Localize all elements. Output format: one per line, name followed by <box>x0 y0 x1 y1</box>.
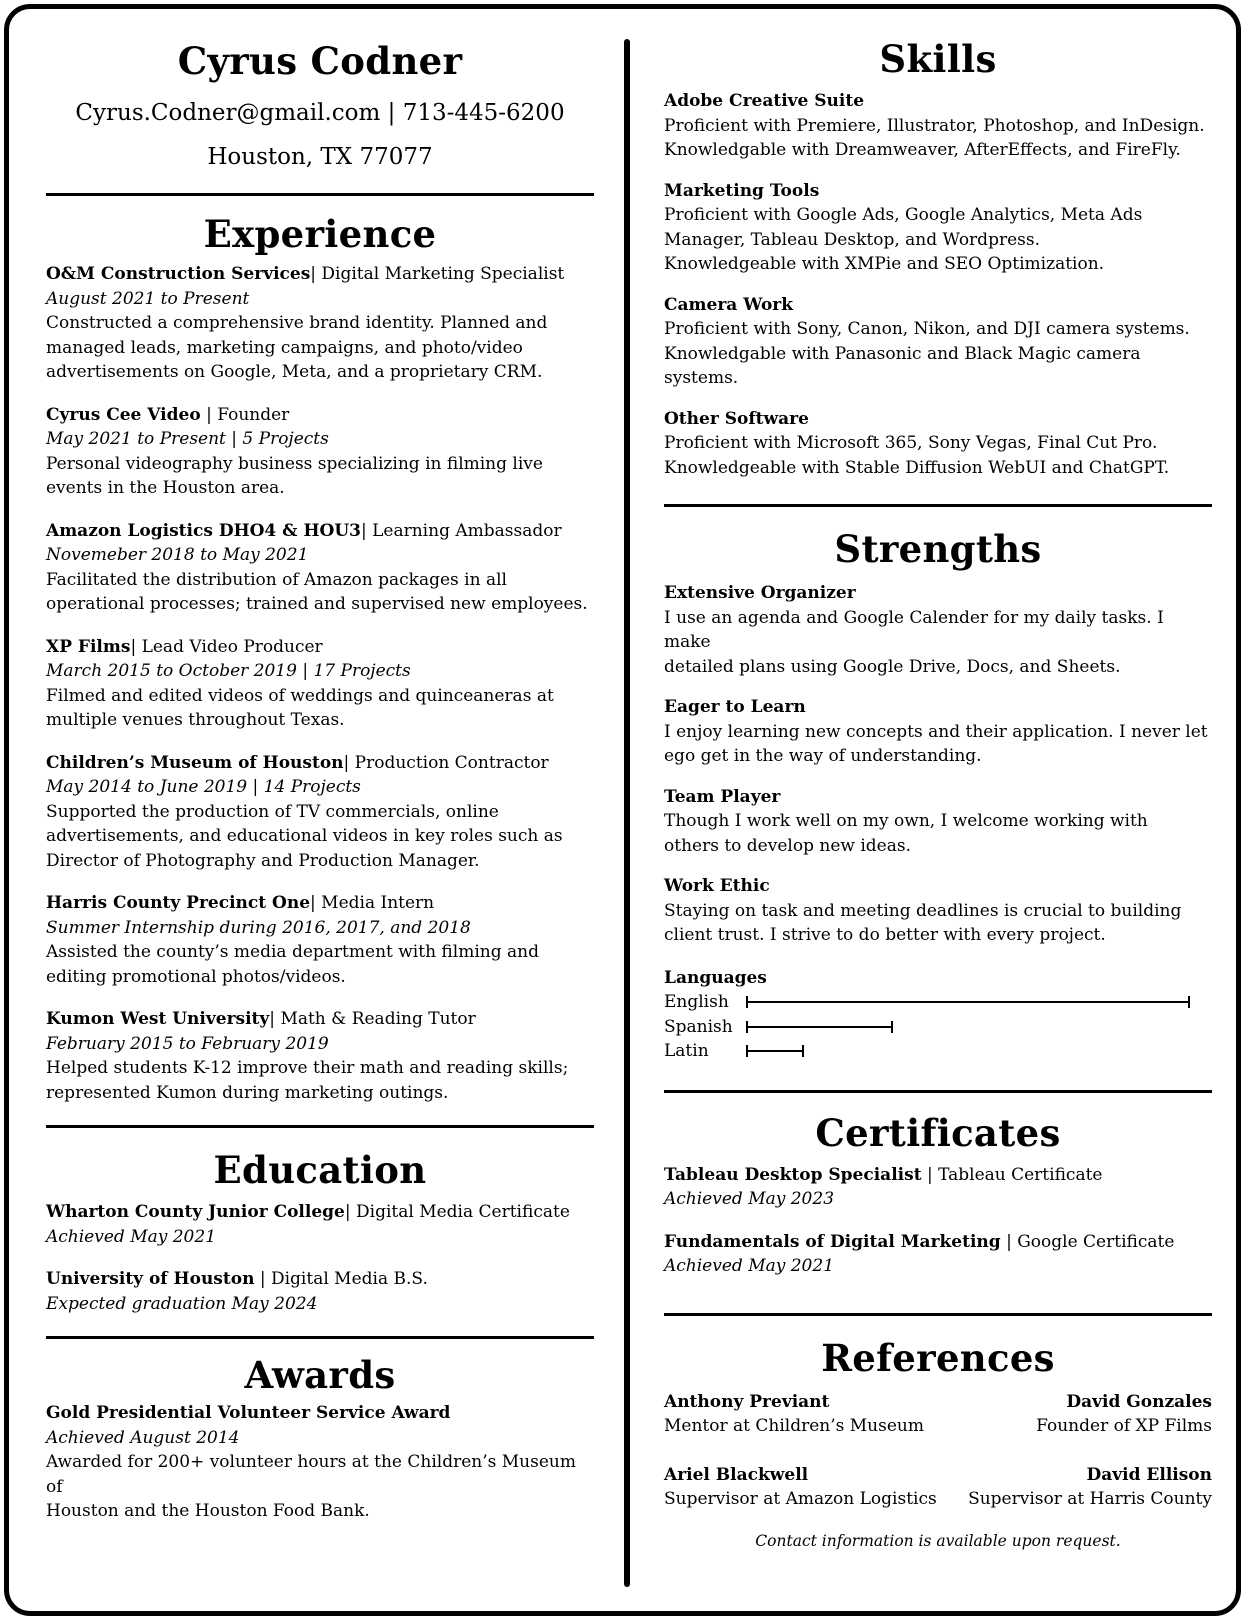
reference-entry <box>938 1390 1212 1439</box>
entry-role: Founder <box>217 404 290 425</box>
skill-description-line: Knowledgable with Panasonic and Black Magic camera systems. <box>664 343 1141 388</box>
strength-title: Eager to Learn <box>664 697 806 717</box>
strength-title: Team Player <box>664 786 781 807</box>
location: Houston, TX 77077 <box>207 144 433 170</box>
entry-heading-line <box>46 891 594 916</box>
reference-name: David Gonzales <box>1066 1391 1212 1412</box>
entry-heading-line <box>46 1267 594 1292</box>
strength-description-line: Though I work well on my own, I welcome working with <box>664 811 1148 831</box>
entry-date: May 2021 to Present | 5 Projects <box>46 429 329 449</box>
entry-description-line: events in the Houston area. <box>46 478 285 498</box>
language-level-track <box>746 1045 1206 1057</box>
entry-description-line: represented Kumon during marketing outings. <box>46 1082 449 1103</box>
entry-organization: XP Films <box>46 636 131 657</box>
entry-separator: | <box>200 404 218 425</box>
entry-degree: Digital Media B.S. <box>270 1269 428 1289</box>
certificate-title: Tableau Desktop Specialist <box>664 1164 922 1185</box>
skill-description-line: Proficient with Microsoft 365, Sony Vegas, Final Cut Pro. <box>664 433 1158 453</box>
certificate-title: Fundamentals of Digital Marketing <box>664 1231 1001 1252</box>
languages-block <box>664 966 1212 1064</box>
certificate-entry <box>664 1230 1212 1279</box>
entry-institution: Wharton County Junior College <box>46 1202 345 1222</box>
entry-description-line: multiple venues throughout Texas. <box>46 710 345 730</box>
skill-description-line: Proficient with Sony, Canon, Nikon, and DJI camera systems. <box>664 319 1190 339</box>
column-divider <box>624 39 630 1587</box>
reference-entry <box>664 1390 938 1439</box>
entry-separator: | <box>343 752 355 773</box>
entry-description-line: Constructed a comprehensive brand identity. Planned and <box>46 313 548 333</box>
section-rule <box>46 1125 594 1128</box>
skill-entry <box>664 89 1212 163</box>
education-entry <box>46 1200 594 1249</box>
entry-institution: University of Houston <box>46 1269 255 1289</box>
contact-line: Cyrus.Codner@gmail.com | 713-445-6200 <box>75 100 565 126</box>
skill-title: Other Software <box>664 408 809 429</box>
language-level-bar <box>746 1050 804 1052</box>
reference-role: Supervisor at Harris County <box>968 1489 1212 1509</box>
experience-entry <box>46 635 594 733</box>
entry-date: March 2015 to October 2019 | 17 Projects <box>46 661 411 681</box>
strength-description-line: I use an agenda and Google Calender for my daily tasks. I make <box>664 607 1164 652</box>
languages-title: Languages <box>664 967 767 988</box>
reference-role: Supervisor at Amazon Logistics <box>664 1489 937 1509</box>
skill-title: Adobe Creative Suite <box>664 91 865 111</box>
award-title: Gold Presidential Volunteer Service Award <box>46 1403 451 1423</box>
entry-date: Achieved May 2021 <box>46 1226 217 1247</box>
entry-separator: | <box>310 893 322 913</box>
reference-role: Founder of XP Films <box>1036 1416 1212 1436</box>
awards-heading: Awards <box>244 1353 396 1397</box>
entry-degree: Digital Media Certificate <box>356 1202 570 1222</box>
entry-description-line: Director of Photography and Production Manager. <box>46 850 480 871</box>
language-row <box>664 990 1212 1015</box>
language-level-track <box>746 996 1206 1008</box>
experience-entry <box>46 1007 594 1105</box>
entry-heading-line <box>664 1230 1212 1255</box>
entry-description-line: editing promotional photos/videos. <box>46 966 346 987</box>
strength-description-line: I enjoy learning new concepts and their application. I never let <box>664 721 1208 742</box>
entry-description-line: operational processes; trained and supervised new employees. <box>46 594 588 614</box>
education-entry <box>46 1267 594 1316</box>
references-list <box>664 1390 1212 1512</box>
entry-organization: Kumon West University <box>46 1009 270 1029</box>
language-name: Spanish <box>664 1016 733 1037</box>
skill-description-line: Proficient with Premiere, Illustrator, Photoshop, and InDesign. <box>664 115 1205 136</box>
experience-entry <box>46 751 594 874</box>
certificate-issuer: Google Certificate <box>1017 1231 1175 1252</box>
strength-entry <box>664 874 1212 948</box>
experience-entry <box>46 891 594 989</box>
entry-separator: | <box>269 1009 281 1029</box>
award-entry <box>46 1401 594 1524</box>
entry-date: Novemeber 2018 to May 2021 <box>46 545 309 565</box>
language-level-bar <box>746 1026 893 1028</box>
reference-entry <box>664 1463 938 1512</box>
strengths-heading: Strengths <box>834 527 1042 571</box>
experience-list <box>46 262 594 1105</box>
reference-role: Mentor at Children’s Museum <box>664 1416 924 1436</box>
strengths-list <box>664 581 1212 948</box>
entry-heading-line <box>46 751 594 776</box>
entry-heading-line <box>46 519 594 544</box>
entry-role: Math & Reading Tutor <box>280 1009 476 1029</box>
entry-description-line: Personal videography business specializing in filming live <box>46 453 543 474</box>
language-row <box>664 1039 1212 1064</box>
strength-title: Work Ethic <box>664 876 770 896</box>
award-description-line: Awarded for 200+ volunteer hours at the Children’s Museum of <box>46 1452 576 1497</box>
entry-heading-line <box>46 1200 594 1225</box>
entry-description-line: managed leads, marketing campaigns, and photo/video <box>46 337 523 358</box>
entry-date: Expected graduation May 2024 <box>46 1293 318 1314</box>
entry-description-line: Filmed and edited videos of weddings and quinceaneras at <box>46 685 554 706</box>
entry-description-line: Supported the production of TV commercials, online <box>46 801 499 822</box>
entry-heading-line <box>46 262 594 287</box>
skills-list <box>664 89 1212 480</box>
certificate-date: Achieved May 2023 <box>664 1189 835 1209</box>
entry-description-line: Facilitated the distribution of Amazon packages in all <box>46 569 507 590</box>
certificate-entry <box>664 1163 1212 1212</box>
entry-separator: | <box>1000 1231 1018 1252</box>
entry-separator: | <box>310 264 322 284</box>
language-name: Latin <box>664 1041 709 1061</box>
experience-entry <box>46 519 594 617</box>
entry-role: Learning Ambassador <box>372 520 562 541</box>
strength-description-line: Staying on task and meeting deadlines is crucial to building <box>664 900 1182 921</box>
skill-description-line: Manager, Tableau Desktop, and Wordpress. <box>664 229 1040 250</box>
strength-entry <box>664 581 1212 679</box>
certificates-heading: Certificates <box>815 1110 1061 1155</box>
entry-role: Lead Video Producer <box>141 636 323 657</box>
entry-date: August 2021 to Present <box>46 288 250 309</box>
entry-organization: Amazon Logistics DHO4 & HOU3 <box>46 520 361 541</box>
references-heading: References <box>821 1335 1055 1380</box>
strength-title: Extensive Organizer <box>664 583 856 603</box>
entry-description-line: Helped students K-12 improve their math and reading skills; <box>46 1058 569 1078</box>
award-date: Achieved August 2014 <box>46 1427 240 1448</box>
skill-entry <box>664 407 1212 481</box>
section-rule <box>664 504 1212 507</box>
entry-description-line: Assisted the county’s media department with filming and <box>46 942 539 962</box>
candidate-name: Cyrus Codner <box>177 39 463 83</box>
languages-list <box>664 990 1212 1064</box>
entry-role: Production Contractor <box>354 752 549 773</box>
education-heading: Education <box>213 1148 427 1192</box>
right-column <box>664 9 1212 1550</box>
skill-entry <box>664 293 1212 391</box>
skill-title: Camera Work <box>664 294 794 315</box>
skills-heading: Skills <box>879 37 997 81</box>
strength-entry <box>664 785 1212 859</box>
entry-separator: | <box>360 520 373 541</box>
resume-page <box>4 4 1241 1616</box>
entry-separator: | <box>130 636 142 657</box>
entry-date: May 2014 to June 2019 | 14 Projects <box>46 777 361 797</box>
entry-heading-line <box>46 1007 594 1032</box>
language-level-track <box>746 1021 1206 1033</box>
experience-entry <box>46 262 594 385</box>
entry-heading-line <box>46 403 594 428</box>
strength-entry <box>664 695 1212 769</box>
strength-description-line: detailed plans using Google Drive, Docs, and Sheets. <box>664 656 1121 677</box>
award-description-line: Houston and the Houston Food Bank. <box>46 1501 370 1521</box>
entry-description-line: advertisements on Google, Meta, and a proprietary CRM. <box>46 362 543 382</box>
left-column <box>46 9 594 1524</box>
skill-description-line: Knowledgable with Dreamweaver, AfterEffects, and FireFly. <box>664 140 1181 160</box>
entry-separator: | <box>921 1164 939 1185</box>
section-rule <box>664 1313 1212 1316</box>
reference-name: Anthony Previant <box>664 1391 830 1412</box>
strength-description-line: others to develop new ideas. <box>664 835 911 856</box>
language-level-bar <box>746 1001 1190 1003</box>
language-row <box>664 1015 1212 1040</box>
entry-separator: | <box>254 1269 271 1289</box>
skill-description-line: Proficient with Google Ads, Google Analytics, Meta Ads <box>664 205 1143 225</box>
section-rule <box>46 193 594 196</box>
entry-organization: Harris County Precinct One <box>46 893 311 913</box>
entry-organization: Children’s Museum of Houston <box>46 752 344 773</box>
entry-role: Media Intern <box>321 893 435 913</box>
section-rule <box>46 1336 594 1339</box>
entry-heading-line <box>664 1163 1212 1188</box>
strength-description-line: ego get in the way of understanding. <box>664 746 982 766</box>
entry-organization: Cyrus Cee Video <box>46 404 201 425</box>
reference-entry <box>938 1463 1212 1512</box>
skill-title: Marketing Tools <box>664 180 820 201</box>
entry-separator: | <box>344 1202 357 1222</box>
certificate-issuer: Tableau Certificate <box>938 1164 1103 1185</box>
certificates-list <box>664 1163 1212 1279</box>
certificate-date: Achieved May 2021 <box>664 1256 835 1276</box>
language-name: English <box>664 992 729 1012</box>
references-note: Contact information is available upon request. <box>755 1531 1121 1550</box>
experience-entry <box>46 403 594 501</box>
skill-entry <box>664 179 1212 277</box>
experience-heading: Experience <box>203 212 437 256</box>
awards-list <box>46 1401 594 1524</box>
skill-description-line: Knowledgeable with XMPie and SEO Optimization. <box>664 254 1105 274</box>
reference-name: Ariel Blackwell <box>664 1464 809 1485</box>
section-rule <box>664 1090 1212 1093</box>
strength-description-line: client trust. I strive to do better with every project. <box>664 925 1106 945</box>
reference-name: David Ellison <box>1086 1464 1212 1485</box>
skill-description-line: Knowledgeable with Stable Diffusion WebUI and ChatGPT. <box>664 457 1170 478</box>
entry-date: February 2015 to February 2019 <box>46 1033 329 1054</box>
entry-date: Summer Internship during 2016, 2017, and 2018 <box>46 917 471 938</box>
entry-description-line: advertisements, and educational videos in key roles such as <box>46 826 563 846</box>
entry-organization: O&M Construction Services <box>46 264 311 284</box>
education-list <box>46 1200 594 1316</box>
entry-heading-line <box>46 635 594 660</box>
entry-role: Digital Marketing Specialist <box>321 264 565 284</box>
